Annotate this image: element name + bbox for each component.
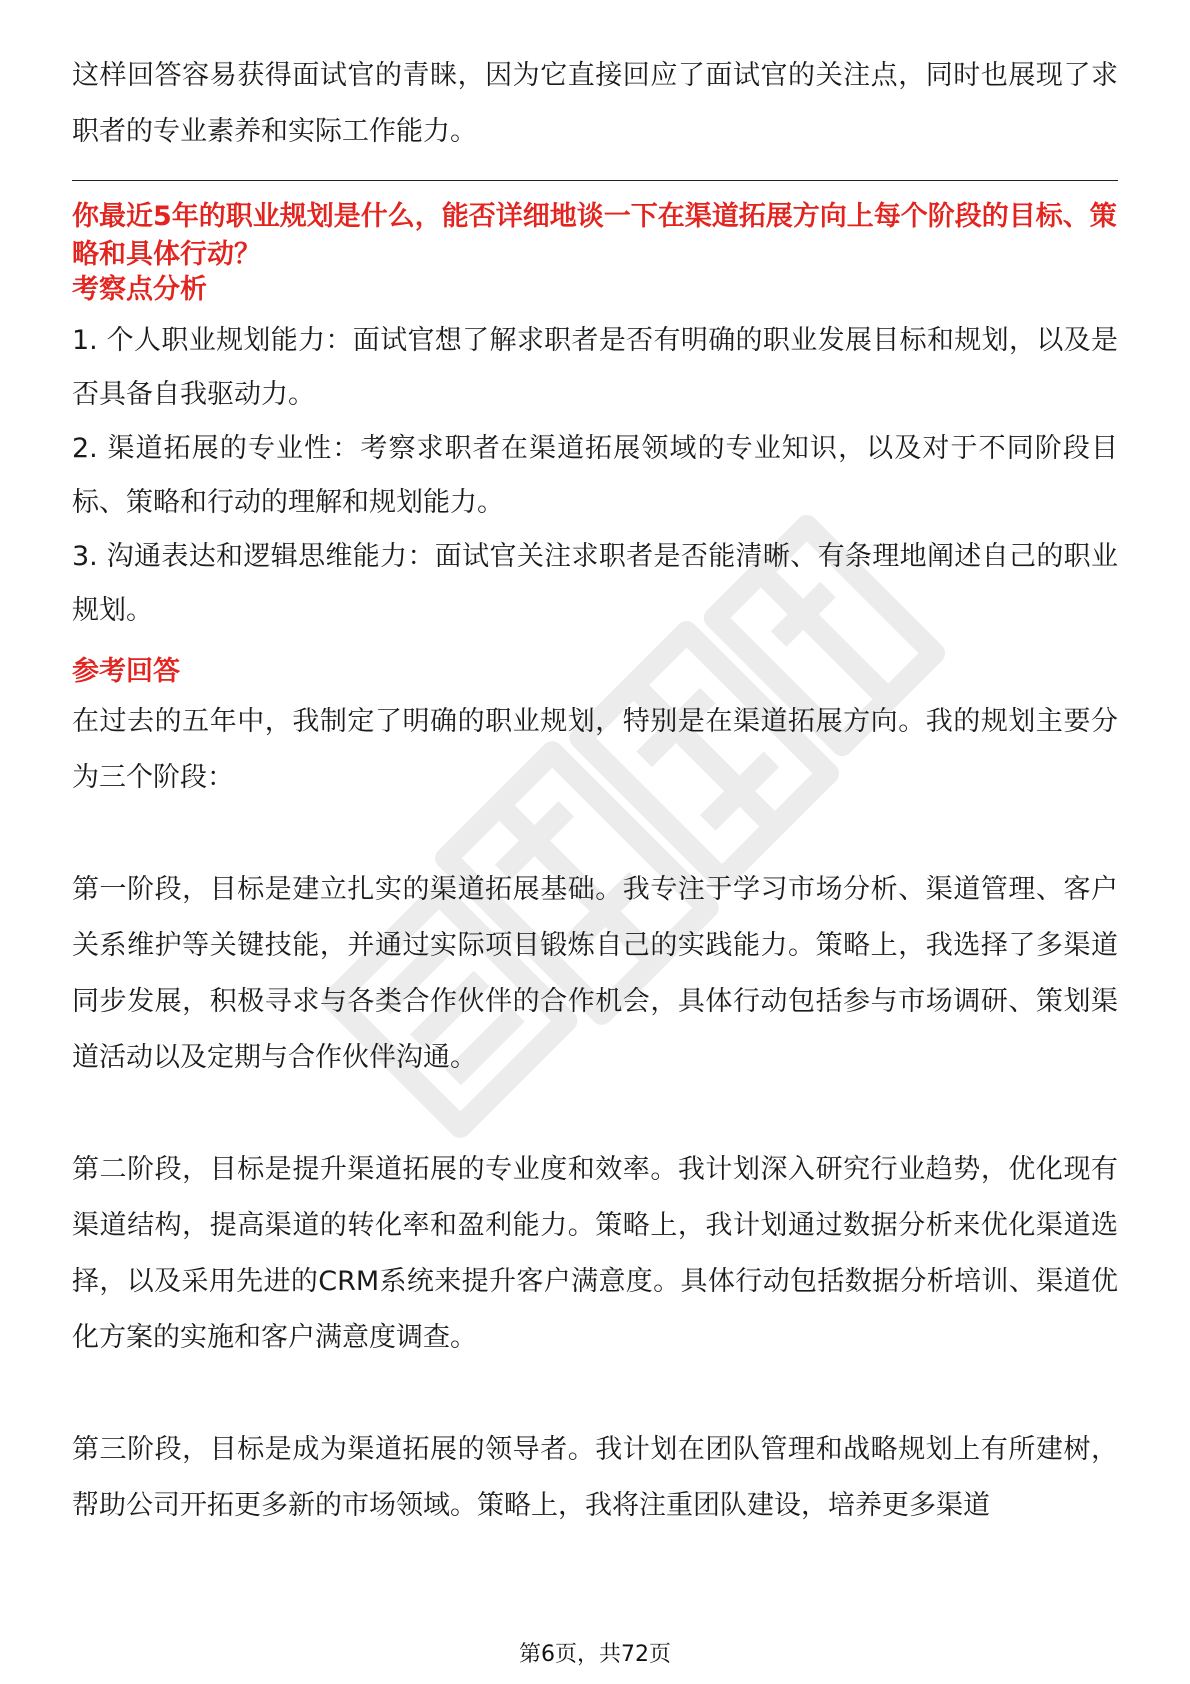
answer-paragraph: 第一阶段，目标是建立扎实的渠道拓展基础。我专注于学习市场分析、渠道管理、客户关系维护等关键技能，并通过实际项目锻炼自己的实践能力。策略上，我选择了多渠道同步发展，积极寻求与各类合作伙伴的合作机会，具体行动包括参与市场调研、策划渠道活动以及定期与合作伙伴沟通。 (72, 874, 1118, 1073)
answer-paragraph: 在过去的五年中，我制定了明确的职业规划，特别是在渠道拓展方向。我的规划主要分为三个阶段： (72, 706, 1118, 793)
analysis-item: 2. 渠道拓展的专业性：考察求职者在渠道拓展领域的专业知识，以及对于不同阶段目标、策略和行动的理解和规划能力。 (72, 433, 1118, 518)
analysis-list (72, 314, 1118, 638)
answer-section (72, 694, 1118, 1534)
analysis-item: 1. 个人职业规划能力：面试官想了解求职者是否有明确的职业发展目标和规划，以及是否具备自我驱动力。 (72, 325, 1118, 410)
analysis-heading: 考察点分析 (72, 274, 207, 305)
page-number: 第6页，共72页 (519, 1642, 671, 1667)
question-title: 你最近5年的职业规划是什么，能否详细地谈一下在渠道拓展方向上每个阶段的目标、策略和具体行动？ (72, 201, 1117, 270)
intro-paragraph: 这样回答容易获得面试官的青睐，因为它直接回应了面试官的关注点，同时也展现了求职者的专业素养和实际工作能力。 (72, 60, 1118, 147)
intro-section (72, 48, 1118, 160)
section-divider (72, 180, 1118, 181)
answer-paragraph: 第三阶段，目标是成为渠道拓展的领导者。我计划在团队管理和战略规划上有所建树，帮助公司开拓更多新的市场领域。策略上，我将注重团队建设，培养更多渠道 (72, 1434, 1118, 1521)
answer-heading: 参考回答 (72, 656, 180, 687)
analysis-item: 3. 沟通表达和逻辑思维能力：面试官关注求职者是否能清晰、有条理地阐述自己的职业规划。 (72, 541, 1118, 626)
answer-paragraph: 第二阶段，目标是提升渠道拓展的专业度和效率。我计划深入研究行业趋势，优化现有渠道结构，提高渠道的转化率和盈利能力。策略上，我计划通过数据分析来优化渠道选择，以及采用先进的CRM系统来提升客户满意度。具体行动包括数据分析培训、渠道优化方案的实施和客户满意度调查。 (72, 1154, 1118, 1353)
